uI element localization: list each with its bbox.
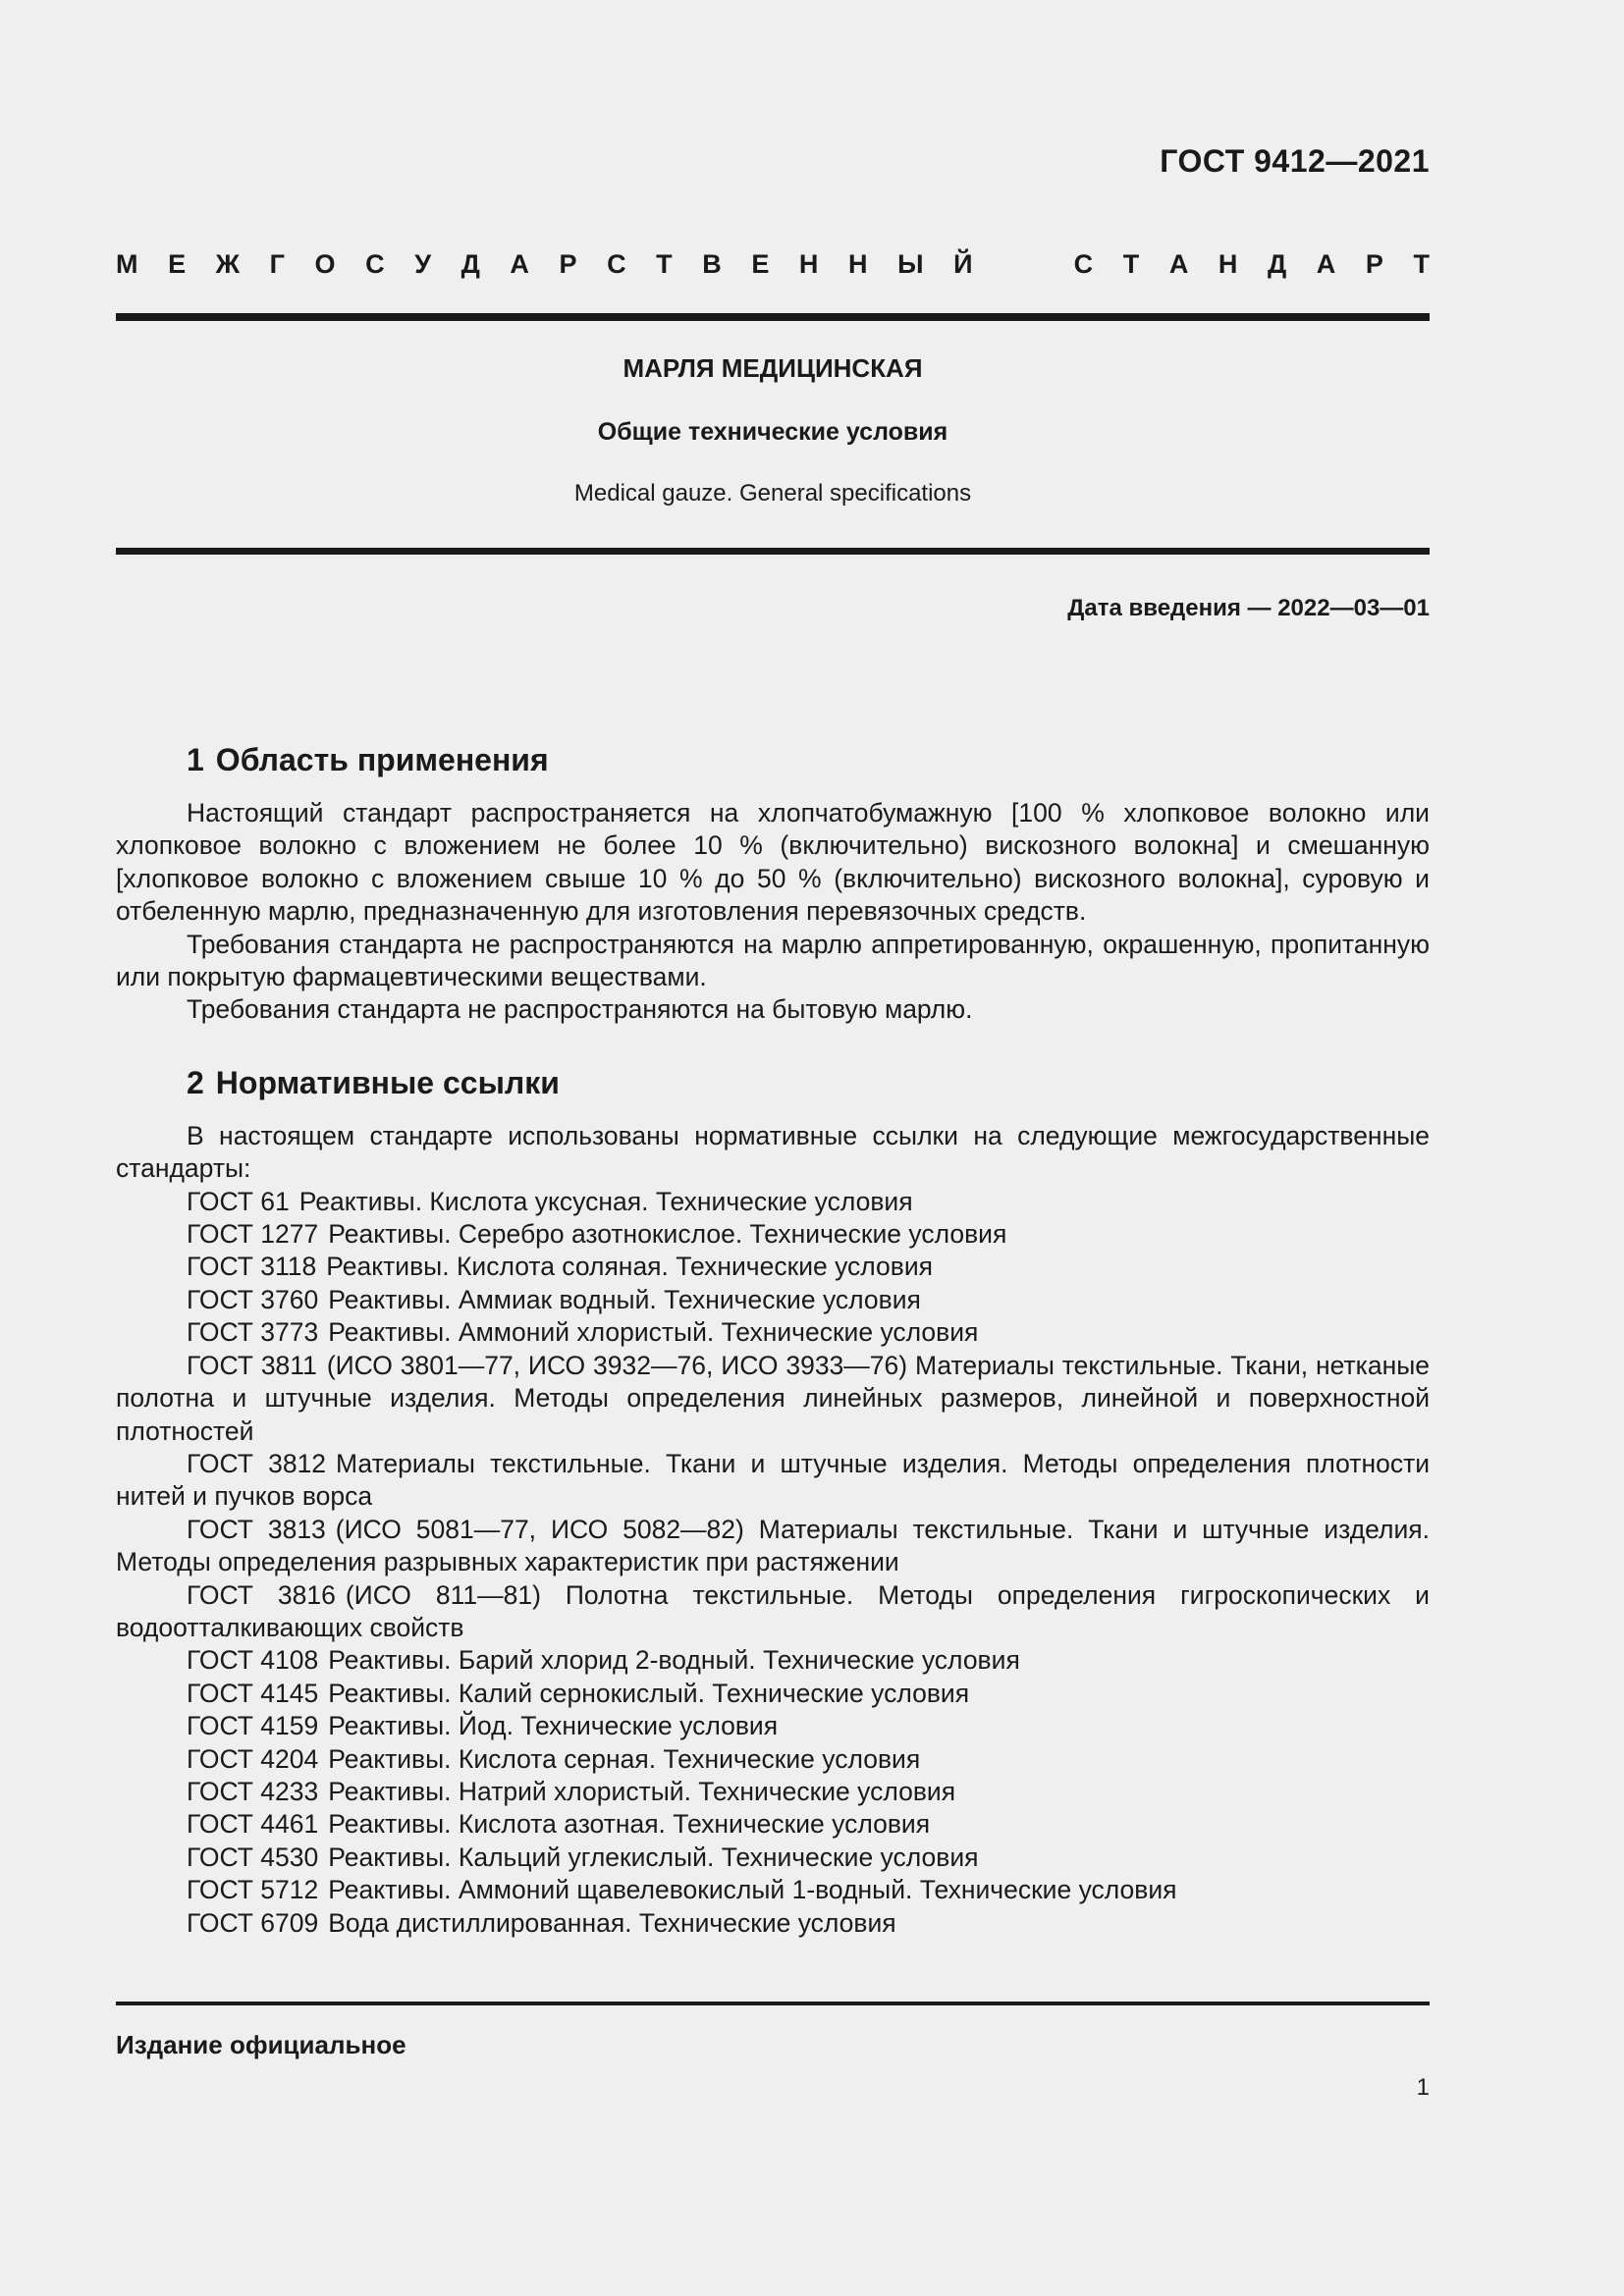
reference-text: Реактивы. Аммоний хлористый. Технические условия (328, 1317, 979, 1348)
reference-item (116, 1350, 1430, 1448)
reference-item (116, 1316, 1430, 1349)
banner-letter: С (607, 249, 626, 279)
reference-code: ГОСТ 4530 (187, 1842, 319, 1872)
page-number: 1 (1416, 2074, 1430, 2101)
reference-text: Реактивы. Натрий хлористый. Технические условия (328, 1776, 956, 1806)
reference-code: ГОСТ 4461 (187, 1809, 319, 1840)
reference-text: Вода дистиллированная. Технические условия (328, 1907, 896, 1938)
reference-text: Реактивы. Аммиак водный. Технические условия (328, 1284, 921, 1314)
reference-item (116, 1514, 1430, 1579)
top-divider (116, 313, 1430, 321)
section-title: Область применения (215, 742, 549, 777)
introduction-date: Дата введения — 2022—03—01 (1067, 595, 1430, 621)
banner-letter: М (116, 249, 138, 279)
footer-divider (116, 2002, 1430, 2005)
reference-item (116, 1776, 1430, 1808)
document-title: МАРЛЯ МЕДИЦИНСКАЯ (623, 353, 923, 383)
banner-letter: О (314, 249, 336, 279)
reference-item (116, 1710, 1430, 1742)
reference-text: Реактивы. Кислота серная. Технические условия (328, 1743, 921, 1774)
document-number: ГОСТ 9412—2021 (1160, 143, 1430, 179)
official-edition-label: Издание официальное (116, 2030, 406, 2059)
reference-item (116, 1251, 1430, 1283)
reference-code: ГОСТ 4108 (187, 1645, 319, 1676)
document-body (116, 740, 1430, 1940)
banner-letter: Т (656, 249, 673, 279)
reference-code: ГОСТ 3816 (187, 1579, 336, 1610)
reference-text: Реактивы. Кислота уксусная. Технические условия (298, 1186, 913, 1216)
reference-item (116, 1218, 1430, 1251)
banner-letter: Т (1413, 249, 1430, 279)
reference-text: (ИСО 811—81) Полотна текстильные. Методы определения гигроскопических и водоотталкивающих свойств (116, 1579, 1430, 1642)
reference-item (116, 1842, 1430, 1874)
document-subtitle: Общие технические условия (597, 418, 948, 446)
reference-code: ГОСТ 5712 (187, 1875, 319, 1905)
reference-text: Реактивы. Кальций углекислый. Технические условия (328, 1842, 979, 1872)
reference-text: Реактивы. Кислота соляная. Технические условия (326, 1252, 934, 1282)
reference-item (116, 1284, 1430, 1316)
reference-code: ГОСТ 1277 (187, 1219, 319, 1250)
reference-item (116, 1907, 1430, 1940)
banner-letter: У (414, 249, 432, 279)
banner-letter: Н (1218, 249, 1238, 279)
reference-code: ГОСТ 4145 (187, 1678, 319, 1708)
reference-text: Реактивы. Йод. Технические условия (328, 1711, 779, 1741)
reference-code: ГОСТ 4204 (187, 1743, 319, 1774)
reference-code: ГОСТ 6709 (187, 1907, 319, 1938)
section-number: 2 (187, 1064, 204, 1100)
banner-letter: Ы (897, 249, 924, 279)
reference-code: ГОСТ 4159 (187, 1711, 319, 1741)
reference-item (116, 1874, 1430, 1906)
banner-letter: Е (751, 249, 770, 279)
reference-text: Материалы текстильные. Ткани и штучные изделия. Методы определения плотности нитей и пучков ворса (116, 1448, 1431, 1512)
banner-letter: Р (559, 249, 577, 279)
banner-letter: А (510, 249, 529, 279)
reference-code: ГОСТ 3760 (187, 1284, 319, 1314)
banner-letter: Н (848, 249, 868, 279)
reference-item (116, 1808, 1430, 1841)
banner-letter: Т (1122, 249, 1140, 279)
reference-text: Реактивы. Серебро азотнокислое. Технические условия (328, 1219, 1007, 1250)
reference-text: Реактивы. Барий хлорид 2-водный. Технические условия (328, 1645, 1020, 1676)
reference-code: ГОСТ 3773 (187, 1317, 319, 1348)
banner-letter: В (702, 249, 722, 279)
banner-letter: Ж (215, 249, 241, 279)
reference-text: (ИСО 3801—77, ИСО 3932—76, ИСО 3933—76) Материалы текстильные. Ткани, нетканые полотна и штучные изделия. Методы определения линейных размеров, линейной и поверхностной плотностей (116, 1350, 1430, 1446)
references-list (116, 1186, 1430, 1940)
reference-text: Реактивы. Калий сернокислый. Технические условия (328, 1678, 970, 1708)
reference-item (116, 1186, 1430, 1218)
reference-item (116, 1644, 1430, 1677)
reference-text: (ИСО 5081—77, ИСО 5082—82) Материалы текстильные. Ткани и штучные изделия. Методы определения разрывных характеристик при растяжении (116, 1514, 1430, 1577)
reference-item (116, 1448, 1430, 1514)
reference-code: ГОСТ 61 (187, 1186, 290, 1216)
section-heading-scope (116, 740, 1430, 779)
reference-code: ГОСТ 3118 (187, 1252, 317, 1282)
english-title: Medical gauze. General specifications (573, 480, 972, 507)
section-number: 1 (187, 742, 204, 777)
reference-text: Реактивы. Кислота азотная. Технические условия (328, 1809, 931, 1840)
banner-letter: Д (460, 249, 480, 279)
banner-letter: Г (269, 249, 285, 279)
banner-letter: Д (1267, 249, 1287, 279)
banner-letter: С (365, 249, 385, 279)
title-divider (116, 548, 1430, 555)
reference-code: ГОСТ 4233 (187, 1776, 319, 1806)
reference-item (116, 1678, 1430, 1710)
reference-code: ГОСТ 3812 (187, 1448, 327, 1478)
reference-code: ГОСТ 3811 (187, 1350, 317, 1380)
paragraph: Требования стандарта не распространяются на марлю аппретированную, окрашенную, пропитанную или покрытую фармацевтическими веществами. (116, 929, 1430, 992)
reference-item (116, 1579, 1430, 1645)
reference-item (116, 1743, 1430, 1776)
paragraph: В настоящем стандарте использованы нормативные ссылки на следующие межгосударственные стандарты: (116, 1120, 1430, 1184)
banner-letter: Е (168, 249, 187, 279)
banner-letter: Й (953, 249, 973, 279)
paragraph: Настоящий стандарт распространяется на хлопчатобумажную [100 % хлопковое волокно или хлопковое волокно с вложением не более 10 % (включительно) вискозного волокна] и смешанную [хлопковое волокно с вложением свыше 10 % до 50 % (включительно) вискозного волокна], суровую и отбеленную марлю, предназначенную для изготовления перевязочных средств. (116, 798, 1430, 927)
banner-letter: С (1073, 249, 1094, 279)
reference-text: Реактивы. Аммоний щавелевокислый 1-водный. Технические условия (328, 1875, 1177, 1905)
section-heading-normative-references (116, 1063, 1430, 1102)
banner-letter: А (1168, 249, 1189, 279)
banner-letter: А (1316, 249, 1336, 279)
paragraph: Требования стандарта не распространяются на бытовую марлю. (187, 994, 973, 1025)
reference-code: ГОСТ 3813 (187, 1514, 326, 1544)
banner-letter: Н (798, 249, 819, 279)
section-title: Нормативные ссылки (215, 1064, 560, 1100)
interstate-standard-banner (116, 249, 1430, 280)
banner-letter: Р (1365, 249, 1383, 279)
banner-word-gap (1002, 249, 1044, 280)
